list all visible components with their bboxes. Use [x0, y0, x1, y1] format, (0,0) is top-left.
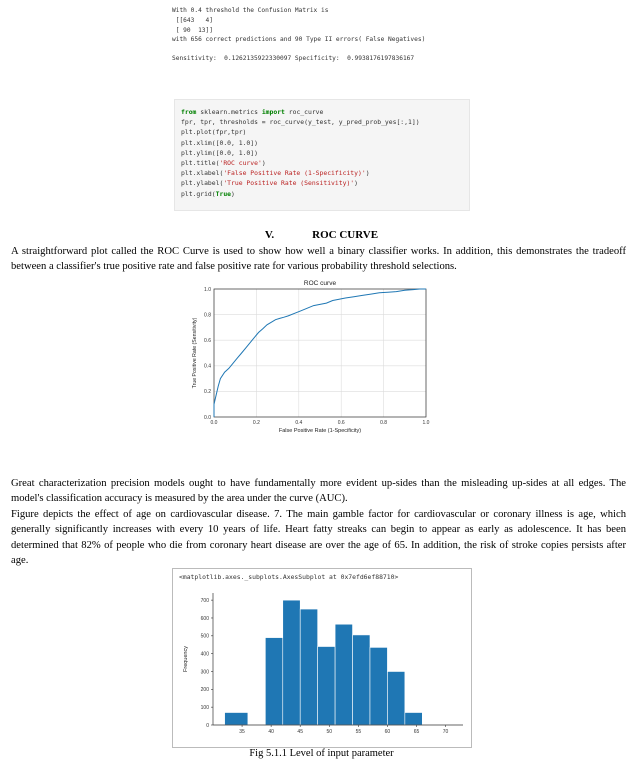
histogram-repr: <matplotlib.axes._subplots.AxesSubplot at 0x7efd6ef88710> [179, 573, 399, 581]
histogram-ytick-label: 200 [200, 687, 209, 694]
roc-ytick-label: 0.6 [204, 338, 211, 344]
string-literal: 'True Positive Rate (Sensitivity)' [223, 179, 355, 188]
code-text: plt.title( [181, 159, 220, 168]
code-line: fpr, tpr, thresholds = roc_curve(y_test, y_pred_prob_yes[:,1]) [181, 118, 420, 127]
section-title: ROC CURVE [312, 229, 379, 241]
roc-series-line [214, 289, 426, 417]
histogram-ytick-label: 400 [200, 651, 209, 658]
roc-ytick-label: 0.2 [204, 389, 211, 396]
code-text: plt.ylabel( [181, 179, 224, 188]
roc-xtick-label: 0.2 [252, 420, 260, 426]
output-line: with 656 correct predictions and 90 Type II errors( False Negatives) [172, 36, 426, 44]
output-line: Sensitivity: 0.1262135922330097 Specificity: 0.9938176197836167 [172, 55, 415, 63]
histogram-xtick-label: 55 [355, 729, 362, 735]
output-line: With 0.4 threshold the Confusion Matrix is [172, 7, 329, 14]
roc-xtick-label: 0.4 [295, 420, 303, 426]
roc-xlabel: False Positive Rate (1-Specificity) [278, 428, 362, 434]
histogram-panel [172, 568, 472, 748]
histogram-ytick-label: 500 [200, 633, 209, 640]
paragraph-roc-intro: A straightforward plot called the ROC Curve is used to show how well a binary classifier works. In addition, this demonstrates the tradeoff between a classifier's true positive rate and false positive rate for various probability threshold selections. [11, 246, 626, 273]
histogram-xtick-label: 40 [268, 729, 274, 735]
roc-chart [188, 277, 434, 443]
roc-ylabel: True Positive Rate (Sensitivity) [192, 317, 198, 389]
code-line [181, 107, 420, 117]
code-line: plt.xlim([0.0, 1.0]) [181, 138, 258, 147]
roc-xtick-label: 0.8 [380, 420, 388, 426]
roc-xtick-label: 0.6 [337, 420, 345, 426]
code-text: ) [354, 179, 359, 188]
code-cell [174, 99, 470, 211]
roc-ytick-label: 0.8 [204, 312, 211, 319]
code-line [181, 158, 420, 168]
code-line [181, 189, 420, 199]
histogram-bar [353, 635, 370, 725]
paragraph-age-effect: Figure depicts the effect of age on cardiovascular disease. 7. The main gamble factor for cardiovascular or coronary illness is age, which generally significantly increases with every 10 years of life. Heart fatty streaks can begin to appear as early as adolescence. It has been determined that 82% of people who die from coronary heart disease are over the age of 65. In addition, the risk of stroke copies persists after age. [11, 509, 626, 567]
histogram-ytick-label: 600 [200, 615, 209, 622]
code-text: roc_curve [284, 108, 324, 116]
output-line: [[643 4] [172, 16, 213, 24]
roc-title: ROC curve [303, 280, 337, 287]
histogram-xtick-label: 50 [326, 729, 333, 735]
histogram-bar [265, 638, 282, 725]
output-line: [ 90 13]] [172, 26, 213, 34]
code-text: ) [261, 159, 266, 168]
histogram-chart [173, 585, 471, 745]
keyword: True [215, 189, 232, 198]
keyword: import [261, 108, 285, 116]
histogram-bar [387, 671, 404, 725]
section-heading [0, 229, 643, 241]
code-text: ) [365, 169, 370, 178]
histogram-bar [370, 647, 387, 725]
histogram-xtick-label: 70 [442, 729, 449, 735]
code-line [181, 168, 420, 178]
histogram-ytick-label: 300 [200, 669, 209, 676]
histogram-ylabel: Frequency [183, 646, 189, 672]
histogram-ytick-label: 100 [200, 704, 209, 711]
section-number: V. [264, 229, 275, 241]
roc-ytick-label: 1.0 [204, 286, 211, 293]
histogram-ytick-label: 0 [206, 722, 209, 729]
roc-ytick-label: 0.4 [204, 363, 211, 370]
histogram-bar [335, 624, 352, 725]
histogram-xtick-label: 65 [413, 729, 420, 735]
roc-xtick-label: 1.0 [422, 420, 430, 426]
string-literal: 'ROC curve' [219, 159, 262, 168]
code-line: plt.plot(fpr,tpr) [181, 128, 247, 137]
string-literal: 'False Positive Rate (1-Specificity)' [223, 169, 366, 178]
paragraph-auc: Great characterization precision models ought to have fundamentally more evident up-sides than the misleading up-sides at all edges. The model's classification accuracy is measured by the area under the curve (AUC). [11, 478, 626, 505]
histogram-xtick-label: 60 [384, 729, 391, 735]
histogram-xtick-label: 45 [297, 729, 303, 735]
code-text: plt.grid( [181, 189, 216, 198]
code-line: plt.ylim([0.0, 1.0]) [181, 148, 258, 157]
roc-xtick-label: 0.0 [210, 420, 218, 426]
code-line [181, 178, 420, 188]
histogram-bar [225, 713, 248, 725]
code-text: ) [231, 189, 235, 198]
keyword: from [181, 108, 197, 116]
notebook-output [172, 6, 472, 64]
histogram-ytick-label: 700 [200, 597, 209, 604]
code-text: plt.xlabel( [181, 169, 224, 178]
histogram-bar [405, 713, 422, 725]
histogram-bar [300, 609, 317, 725]
roc-plot-frame [214, 289, 426, 417]
code-text: sklearn.metrics [196, 108, 262, 116]
histogram-bar [318, 647, 335, 725]
histogram-xtick-label: 35 [239, 729, 245, 735]
figure-caption: Fig 5.1.1 Level of input parameter [249, 748, 394, 759]
roc-ytick-label: 0.0 [204, 414, 211, 421]
histogram-bar [283, 600, 300, 725]
